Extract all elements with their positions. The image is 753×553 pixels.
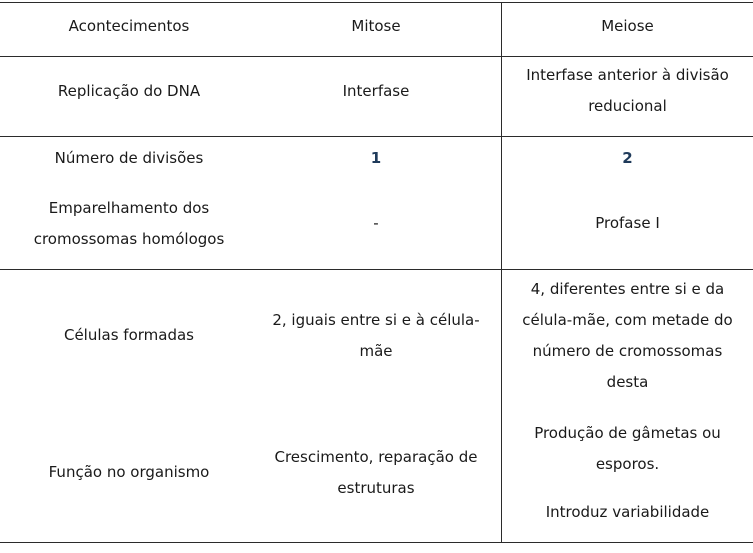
meiosis-pairing: Profase I <box>595 214 660 232</box>
meiosis-function <box>502 418 753 480</box>
mitosis-cells-formed-line-2: mãe <box>359 342 393 360</box>
mitosis-divisions: 1 <box>370 149 382 167</box>
meiosis-cells-formed-line-1: 4, diferentes entre si e da <box>530 280 725 298</box>
meiosis-cells-formed-line-2: célula-mãe, com metade do <box>522 311 733 329</box>
meiosis-dna-replication-line-2: reducional <box>588 97 667 115</box>
table-border-top <box>0 2 753 3</box>
meiosis-dna-replication-line-1: Interfase anterior à divisão <box>526 66 729 84</box>
row-label-function: Função no organismo <box>48 463 210 481</box>
row-label-cells-formed: Células formadas <box>63 326 194 344</box>
header-meiosis: Meiose <box>601 16 654 35</box>
header-events: Acontecimentos <box>68 16 190 35</box>
meiosis-cells-formed <box>502 274 753 398</box>
row-label-divisions: Número de divisões <box>54 149 204 167</box>
row-divider-2 <box>0 269 753 270</box>
meiosis-function-line-2: esporos. <box>595 455 660 473</box>
mitosis-cells-formed-line-1: 2, iguais entre si e à célula- <box>272 311 480 329</box>
row-label-pairing <box>0 193 258 255</box>
mitosis-cells-formed <box>250 305 502 367</box>
meiosis-function-variability: Introduz variabilidade <box>545 503 710 521</box>
header-divider <box>0 56 753 57</box>
meiosis-cells-formed-line-4: desta <box>606 373 649 391</box>
header-mitosis: Mitose <box>351 16 401 35</box>
mitosis-function-line-2: estruturas <box>337 479 415 497</box>
row-label-dna-replication: Replicação do DNA <box>57 82 201 100</box>
row-label-pairing-line-1: Emparelhamento dos <box>48 199 210 217</box>
meiosis-divisions: 2 <box>622 149 633 167</box>
row-label-pairing-line-2: cromossomas homólogos <box>33 230 225 248</box>
mitosis-function <box>250 442 502 504</box>
mitosis-function-line-1: Crescimento, reparação de <box>274 448 478 466</box>
meiosis-cells-formed-line-3: número de cromossomas <box>532 342 723 360</box>
table-border-bottom <box>0 542 753 543</box>
mitosis-pairing: - <box>373 214 379 232</box>
meiosis-dna-replication <box>502 60 753 122</box>
row-divider-1 <box>0 136 753 137</box>
mitosis-dna-replication: Interfase <box>342 82 410 100</box>
meiosis-function-line-1: Produção de gâmetas ou <box>534 424 721 442</box>
